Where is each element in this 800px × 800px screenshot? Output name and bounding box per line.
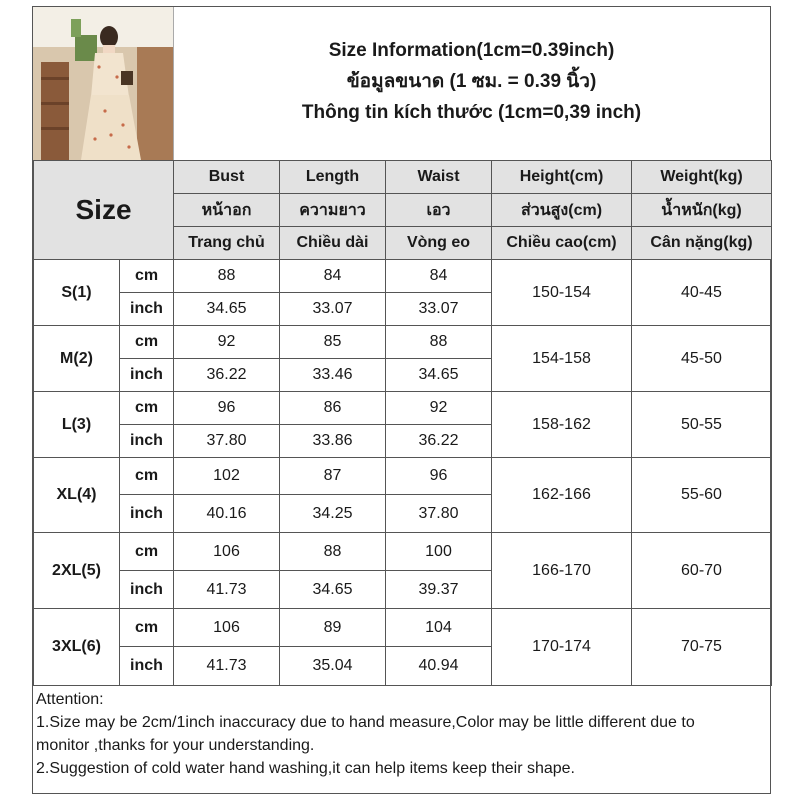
waist-cm: 96 bbox=[386, 458, 492, 495]
unit-inch: inch bbox=[120, 495, 174, 533]
unit-cm: cm bbox=[120, 260, 174, 293]
col-waist-th: เอว bbox=[386, 194, 492, 227]
waist-inch: 36.22 bbox=[386, 425, 492, 458]
size-chart bbox=[32, 6, 771, 794]
size-row-cm bbox=[34, 533, 772, 571]
col-height-th: ส่วนสูง(cm) bbox=[492, 194, 632, 227]
unit-inch: inch bbox=[120, 359, 174, 392]
length-cm: 87 bbox=[280, 458, 386, 495]
header-row-en bbox=[34, 161, 772, 194]
waist-inch: 39.37 bbox=[386, 571, 492, 609]
size-label: Size bbox=[34, 161, 174, 260]
height-range: 158-162 bbox=[492, 392, 632, 458]
size-name: S(1) bbox=[34, 260, 120, 326]
waist-cm: 88 bbox=[386, 326, 492, 359]
bust-inch: 34.65 bbox=[174, 293, 280, 326]
length-inch: 33.07 bbox=[280, 293, 386, 326]
title-en: Size Information(1cm=0.39inch) bbox=[328, 40, 615, 61]
attention-notes bbox=[33, 688, 770, 780]
size-row-cm bbox=[34, 458, 772, 495]
note-2: 2.Suggestion of cold water hand washing,it can help items keep their shape. bbox=[36, 760, 575, 777]
height-range: 154-158 bbox=[492, 326, 632, 392]
note-1a: 1.Size may be 2cm/1inch inaccuracy due to hand measure,Color may be little different due to bbox=[36, 714, 695, 731]
length-inch: 34.65 bbox=[280, 571, 386, 609]
unit-inch: inch bbox=[120, 425, 174, 458]
unit-cm: cm bbox=[120, 533, 174, 571]
size-row-cm bbox=[34, 326, 772, 359]
col-weight-vi: Cân nặng(kg) bbox=[632, 227, 772, 260]
waist-cm: 104 bbox=[386, 609, 492, 647]
unit-inch: inch bbox=[120, 571, 174, 609]
col-height-vi: Chiều cao(cm) bbox=[492, 227, 632, 260]
waist-inch: 34.65 bbox=[386, 359, 492, 392]
size-row-cm bbox=[34, 260, 772, 293]
unit-inch: inch bbox=[120, 293, 174, 326]
waist-inch: 33.07 bbox=[386, 293, 492, 326]
size-table bbox=[33, 160, 772, 686]
weight-range: 70-75 bbox=[632, 609, 772, 686]
bust-inch: 36.22 bbox=[174, 359, 280, 392]
length-inch: 35.04 bbox=[280, 647, 386, 686]
product-photo bbox=[33, 7, 174, 160]
length-cm: 88 bbox=[280, 533, 386, 571]
size-name: L(3) bbox=[34, 392, 120, 458]
height-range: 170-174 bbox=[492, 609, 632, 686]
length-cm: 89 bbox=[280, 609, 386, 647]
waist-inch: 37.80 bbox=[386, 495, 492, 533]
col-bust-th: หน้าอก bbox=[174, 194, 280, 227]
col-waist-vi: Vòng eo bbox=[386, 227, 492, 260]
col-bust-en: Bust bbox=[174, 161, 280, 194]
size-name: 3XL(6) bbox=[34, 609, 120, 686]
col-waist-en: Waist bbox=[386, 161, 492, 194]
size-row-cm bbox=[34, 392, 772, 425]
col-length-vi: Chiều dài bbox=[280, 227, 386, 260]
waist-inch: 40.94 bbox=[386, 647, 492, 686]
notes-heading: Attention: bbox=[36, 691, 104, 708]
unit-cm: cm bbox=[120, 326, 174, 359]
size-name: M(2) bbox=[34, 326, 120, 392]
size-name: XL(4) bbox=[34, 458, 120, 533]
length-cm: 85 bbox=[280, 326, 386, 359]
height-range: 150-154 bbox=[492, 260, 632, 326]
unit-cm: cm bbox=[120, 458, 174, 495]
size-table-body bbox=[34, 161, 772, 686]
unit-cm: cm bbox=[120, 609, 174, 647]
size-name: 2XL(5) bbox=[34, 533, 120, 609]
bust-cm: 102 bbox=[174, 458, 280, 495]
bust-inch: 41.73 bbox=[174, 647, 280, 686]
length-cm: 86 bbox=[280, 392, 386, 425]
unit-inch: inch bbox=[120, 647, 174, 686]
chart-header bbox=[33, 7, 770, 161]
weight-range: 50-55 bbox=[632, 392, 772, 458]
bust-cm: 92 bbox=[174, 326, 280, 359]
col-length-th: ความยาว bbox=[280, 194, 386, 227]
length-inch: 34.25 bbox=[280, 495, 386, 533]
waist-cm: 100 bbox=[386, 533, 492, 571]
weight-range: 55-60 bbox=[632, 458, 772, 533]
bust-inch: 40.16 bbox=[174, 495, 280, 533]
title-vi: Thông tin kích thước (1cm=0,39 inch) bbox=[301, 102, 642, 123]
waist-cm: 92 bbox=[386, 392, 492, 425]
col-weight-en: Weight(kg) bbox=[632, 161, 772, 194]
length-cm: 84 bbox=[280, 260, 386, 293]
col-weight-th: น้ำหนัก(kg) bbox=[632, 194, 772, 227]
title-block bbox=[173, 35, 770, 128]
bust-cm: 106 bbox=[174, 609, 280, 647]
waist-cm: 84 bbox=[386, 260, 492, 293]
height-range: 162-166 bbox=[492, 458, 632, 533]
size-row-cm bbox=[34, 609, 772, 647]
weight-range: 60-70 bbox=[632, 533, 772, 609]
height-range: 166-170 bbox=[492, 533, 632, 609]
bust-inch: 37.80 bbox=[174, 425, 280, 458]
weight-range: 40-45 bbox=[632, 260, 772, 326]
bust-cm: 106 bbox=[174, 533, 280, 571]
bust-cm: 88 bbox=[174, 260, 280, 293]
weight-range: 45-50 bbox=[632, 326, 772, 392]
unit-cm: cm bbox=[120, 392, 174, 425]
col-length-en: Length bbox=[280, 161, 386, 194]
note-1b: monitor ,thanks for your understanding. bbox=[36, 737, 315, 754]
col-bust-vi: Trang chủ bbox=[174, 227, 280, 260]
col-height-en: Height(cm) bbox=[492, 161, 632, 194]
title-th: ข้อมูลขนาด (1 ซม. = 0.39 นิ้ว) bbox=[346, 71, 597, 92]
bust-inch: 41.73 bbox=[174, 571, 280, 609]
length-inch: 33.46 bbox=[280, 359, 386, 392]
bust-cm: 96 bbox=[174, 392, 280, 425]
length-inch: 33.86 bbox=[280, 425, 386, 458]
